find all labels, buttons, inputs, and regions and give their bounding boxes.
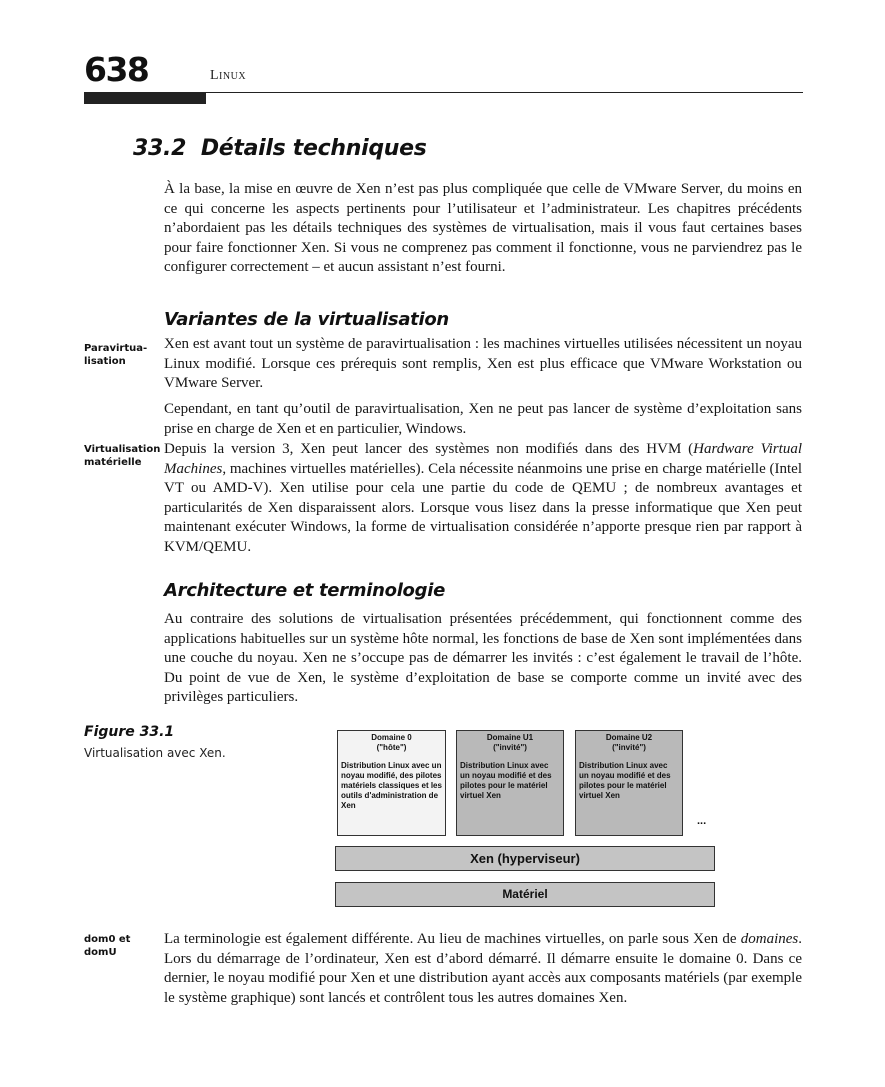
hvm-paragraph <box>164 440 802 558</box>
domain-0-role: ("hôte") <box>376 743 407 752</box>
terminology-paragraph <box>164 930 802 1008</box>
domain-0-header <box>338 731 445 753</box>
hardware-layer: Matériel <box>335 882 715 907</box>
domain-u1-description: Distribution Linux avec un noyau modifié et des pilotes pour le matériel virtuel Xen <box>460 761 552 800</box>
domain-u1-title: Domaine U1 <box>486 733 534 742</box>
domain-u1-header <box>457 731 563 753</box>
subsection-heading-architecture: Architecture et terminologie <box>164 580 445 601</box>
architecture-paragraph: Au contraire des solutions de virtualisation présentées précédemment, qui fonctionnent comme des applications habituelles sur un système hôte normal, les fonctions de base de Xen sont implémentées dans une couche du noyau. Xen ne s’occupe pas de démarrer les invités : c’est également le travail de l’hôte. Du point de vue de Xen, le système d’exploitation de base se comporte comme un invité avec des privilèges particuliers. <box>164 611 802 706</box>
domain-0-box <box>337 730 446 836</box>
running-title: Linux <box>210 68 247 83</box>
subsection-heading-variantes: Variantes de la virtualisation <box>164 309 449 330</box>
terminology-term: domaines <box>740 931 799 947</box>
domain-u2-role: ("invité") <box>612 743 646 752</box>
figure-label: Figure 33.1 <box>84 724 175 740</box>
paravirtualisation-limit-paragraph: Cependant, en tant qu’outil de paravirtualisation, Xen ne peut pas lancer de système d’exploitation sans prise en charge de Xen et en particulier, Windows. <box>164 401 802 437</box>
section-heading <box>133 136 427 161</box>
domain-u2-header <box>576 731 682 753</box>
domain-0-title: Domaine 0 <box>371 733 412 742</box>
domain-u1-role: ("invité") <box>493 743 527 752</box>
section-number: 33.2 <box>133 136 187 161</box>
section-title: Détails techniques <box>200 136 427 161</box>
domain-0-description: Distribution Linux avec un noyau modifié, des pilotes matériels classiques et les outils d'administration de Xen <box>341 761 442 810</box>
hvm-term: Hardware Virtual Machines <box>164 441 802 477</box>
paravirtualisation-paragraph: Xen est avant tout un système de paravirtualisation : les machines virtuelles utilisées nécessitent un noyau Linux modifié. Lorsque ces prérequis sont remplis, Xen est plus efficace que VMware Workstation ou VMware Server. <box>164 336 802 392</box>
domain-u2-title: Domaine U2 <box>605 733 653 742</box>
page-number: 638 <box>84 50 149 89</box>
more-domains-ellipsis: ... <box>697 815 707 827</box>
margin-note-virtualisation-materielle: Virtualisation matérielle <box>84 444 161 468</box>
domain-u2-box <box>575 730 683 836</box>
terminology-start: La terminologie est également différente. Au lieu de machines virtuelles, on parle sous Xen de <box>164 931 741 947</box>
domain-u1-box <box>456 730 564 836</box>
hypervisor-layer: Xen (hyperviseur) <box>335 846 715 871</box>
hvm-paragraph-start: Depuis la version 3, Xen peut lancer des systèmes non modifiés dans des HVM ( <box>164 441 694 457</box>
margin-note-dom0-domu: dom0 et domU <box>84 934 131 958</box>
intro-paragraph: À la base, la mise en œuvre de Xen n’est pas plus compliquée que celle de VMware Server, du moins en ce qui concerne les aspects pertinents pour l’utilisateur et l’administrateur. Les chapitres précédents n’abordaient pas les détails techniques des systèmes de virtualisation, mais il vous faut certaines bases pour faire fonctionner Xen. Si vous ne comprenez pas comment il fonctionne, vous ne parviendrez pas le configurer correctement – et aucun assistant n’est fourni. <box>164 181 802 276</box>
hvm-paragraph-end: , machines virtuelles matérielles). Cela nécessite néanmoins une prise en charge matérielle (Intel VT ou AMD-V). Xen utilise pour cela une partie du code de QEMU ; de nombreux avantages et particularités de Xen disparaissent alors. Lorsque vous lisez dans la presse informatique que Xen peut maintenant exécuter Windows, la forme de virtualisation considérée n’apporte presque rien par rapport à KVM/QEMU. <box>164 460 802 555</box>
domain-u2-description: Distribution Linux avec un noyau modifié et des pilotes pour le matériel virtuel Xen <box>579 761 671 800</box>
figure-caption: Virtualisation avec Xen. <box>84 746 226 760</box>
header-rule-accent <box>84 92 206 104</box>
margin-note-paravirtualisation: Paravirtua-lisation <box>84 343 148 367</box>
terminology-end: . Lors du démarrage de l’ordinateur, Xen est d’abord démarré. Il démarre ensuite le domaine 0. Dans ce dernier, le noyau modifié pour Xen et une distribution ayant accès aux composants matériels (par exemple le système graphique) sont lancés et contrôlent tous les autres domaines Xen. <box>164 931 802 1006</box>
